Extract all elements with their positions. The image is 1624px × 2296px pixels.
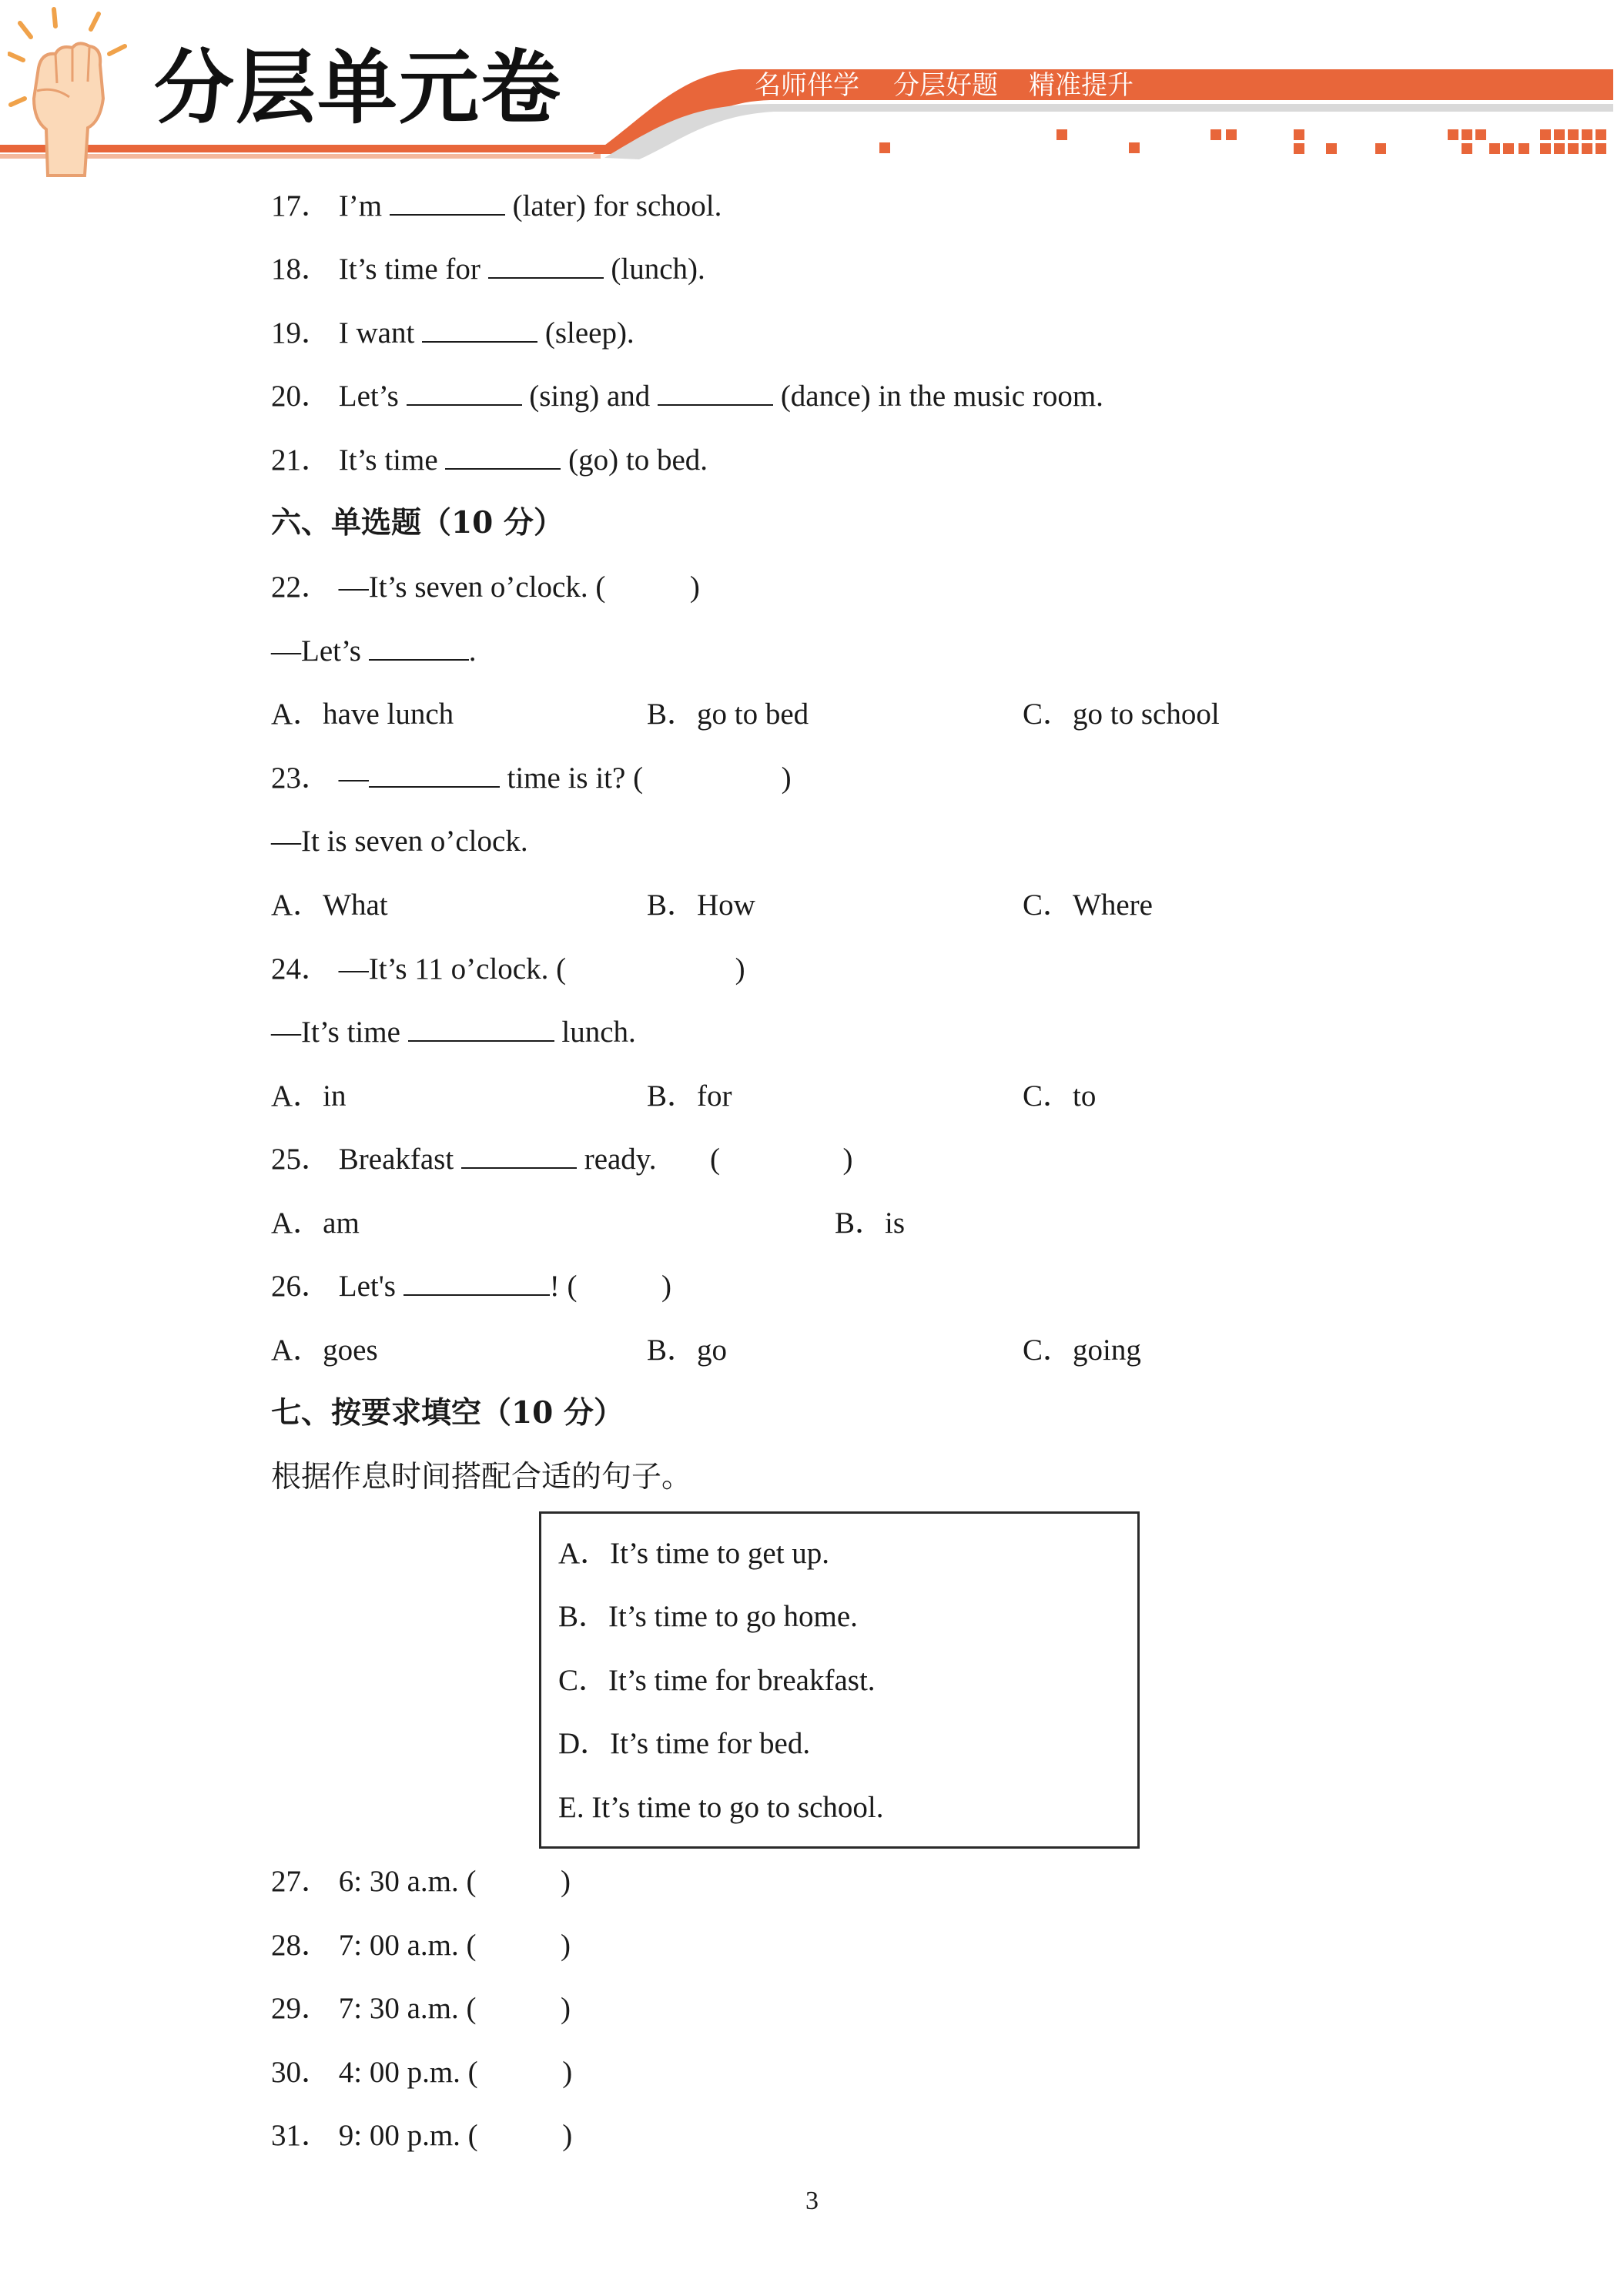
question-28 — [271, 1930, 571, 1960]
question-18 — [271, 254, 705, 284]
question-26 — [271, 1271, 671, 1301]
question-21 — [271, 445, 708, 475]
answer-blank[interactable] — [422, 318, 537, 343]
answer-blank[interactable] — [658, 381, 773, 406]
option-a[interactable]: A．What — [271, 889, 388, 922]
question-25 — [271, 1144, 853, 1174]
answer-blank[interactable] — [369, 636, 469, 661]
question-text: — — [338, 761, 369, 795]
question-30 — [271, 2057, 572, 2087]
question-text: . — [468, 634, 477, 668]
page-header — [0, 0, 1624, 185]
option-b[interactable]: B．is — [835, 1207, 906, 1240]
question-number: 25． — [271, 1143, 332, 1176]
question-text: time is it? ( — [507, 761, 644, 795]
question-text: 7: 30 a.m. ( — [338, 1992, 477, 2025]
question-number: 22． — [271, 571, 332, 604]
question-text: 4: 00 p.m. ( — [338, 2056, 478, 2089]
page-number: 3 — [805, 2187, 819, 2215]
brand-title: 分层单元卷 — [154, 41, 563, 135]
question-text: Let's — [338, 1270, 396, 1303]
question-text: (sleep). — [544, 316, 635, 350]
answer-blank[interactable] — [390, 191, 505, 216]
answer-blank[interactable] — [369, 763, 500, 788]
question-number: 30． — [271, 2056, 332, 2089]
question-17 — [271, 191, 722, 221]
question-27 — [271, 1866, 571, 1896]
question-text: (go) to bed. — [568, 443, 708, 477]
question-number: 17． — [271, 189, 332, 223]
question-text: Let’s — [338, 380, 399, 413]
option-a[interactable]: A．in — [271, 1079, 347, 1113]
question-22 — [271, 572, 700, 602]
choice-a: A．It’s time to get up. — [558, 1537, 830, 1570]
option-b[interactable]: B．go — [647, 1334, 728, 1367]
answer-blank[interactable] — [445, 445, 561, 470]
question-22-response — [271, 636, 476, 666]
option-a[interactable]: A．goes — [271, 1334, 378, 1367]
question-text: It’s time — [338, 443, 438, 477]
slogan-1: 名师伴学 — [755, 70, 859, 101]
choice-e: E. It’s time to go to school. — [558, 1791, 884, 1824]
paren-close: ) — [560, 1929, 571, 1962]
question-number: 20． — [271, 380, 332, 413]
question-text: (lunch). — [611, 253, 705, 286]
choice-b: B．It’s time to go home. — [558, 1600, 858, 1633]
question-31 — [271, 2120, 572, 2150]
option-c[interactable]: C．go to school — [1023, 698, 1220, 731]
paren-close: ) — [781, 761, 792, 795]
choice-d: D．It’s time for bed. — [558, 1727, 811, 1760]
option-b[interactable]: B．go to bed — [647, 698, 809, 731]
option-a[interactable]: A．am — [271, 1207, 360, 1240]
paren-close: ) — [661, 1270, 671, 1303]
slogan-2: 分层好题 — [893, 70, 998, 101]
raised-fist-icon — [8, 6, 139, 183]
question-text: 6: 30 a.m. ( — [338, 1865, 477, 1898]
answer-blank[interactable] — [461, 1144, 577, 1169]
question-29 — [271, 1993, 571, 2023]
question-text: (sing) and — [529, 380, 651, 413]
option-c[interactable]: C．to — [1023, 1079, 1097, 1113]
question-number: 26． — [271, 1270, 332, 1303]
answer-blank[interactable] — [407, 381, 522, 406]
paren-close: ) — [560, 1865, 571, 1898]
question-number: 18． — [271, 253, 332, 286]
option-c[interactable]: C．Where — [1023, 889, 1153, 922]
question-number: 21． — [271, 443, 332, 477]
question-text: 9: 00 p.m. ( — [338, 2119, 478, 2152]
question-19 — [271, 318, 635, 348]
section-6-title: 六、单选题（10 分） — [271, 505, 564, 541]
question-20 — [271, 381, 1103, 411]
answer-blank[interactable] — [403, 1271, 550, 1296]
question-text: —It’s time — [271, 1016, 400, 1049]
option-b[interactable]: B．How — [647, 889, 755, 922]
option-c[interactable]: C．going — [1023, 1334, 1141, 1367]
question-text: (later) for school. — [512, 189, 722, 223]
choice-c: C．It’s time for breakfast. — [558, 1664, 876, 1697]
slogan-3: 精准提升 — [1029, 70, 1133, 101]
answer-blank[interactable] — [488, 254, 604, 279]
paren-close: ) — [689, 571, 700, 604]
question-text: ! ( — [549, 1270, 578, 1303]
question-number: 19． — [271, 316, 332, 350]
question-text: 7: 00 a.m. ( — [338, 1929, 477, 1962]
question-24 — [271, 954, 745, 984]
question-text: I’m — [338, 189, 383, 223]
question-number: 23． — [271, 761, 332, 795]
paren-close: ) — [562, 2056, 573, 2089]
option-b[interactable]: B．for — [647, 1079, 732, 1113]
paren-open: ( — [710, 1143, 721, 1176]
question-text: —It’s seven o’clock. ( — [338, 571, 606, 604]
question-number: 27． — [271, 1865, 332, 1898]
question-number: 24． — [271, 952, 332, 986]
section-7-title: 七、按要求填空（10 分） — [271, 1395, 624, 1431]
question-24-response — [271, 1017, 636, 1047]
question-text: I want — [338, 316, 415, 350]
question-number: 31． — [271, 2119, 332, 2152]
answer-blank[interactable] — [408, 1017, 554, 1042]
question-text: lunch. — [561, 1016, 636, 1049]
paren-close: ) — [735, 952, 745, 986]
question-23-response: —It is seven o’clock. — [271, 825, 528, 858]
question-text: —It’s 11 o’clock. ( — [338, 952, 567, 986]
question-text: ready. — [584, 1143, 657, 1176]
paren-close: ) — [562, 2119, 573, 2152]
paren-close: ) — [842, 1143, 853, 1176]
question-number: 29． — [271, 1992, 332, 2025]
section-7-instruction: 根据作息时间搭配合适的句子。 — [271, 1460, 692, 1494]
choice-box — [539, 1511, 1140, 1849]
option-a[interactable]: A．have lunch — [271, 698, 454, 731]
question-text: Breakfast — [338, 1143, 454, 1176]
question-number: 28． — [271, 1929, 332, 1962]
question-text: It’s time for — [338, 253, 481, 286]
paren-close: ) — [560, 1992, 571, 2025]
question-23 — [271, 763, 792, 793]
question-text: (dance) in the music room. — [780, 380, 1103, 413]
question-text: —Let’s — [271, 634, 361, 668]
